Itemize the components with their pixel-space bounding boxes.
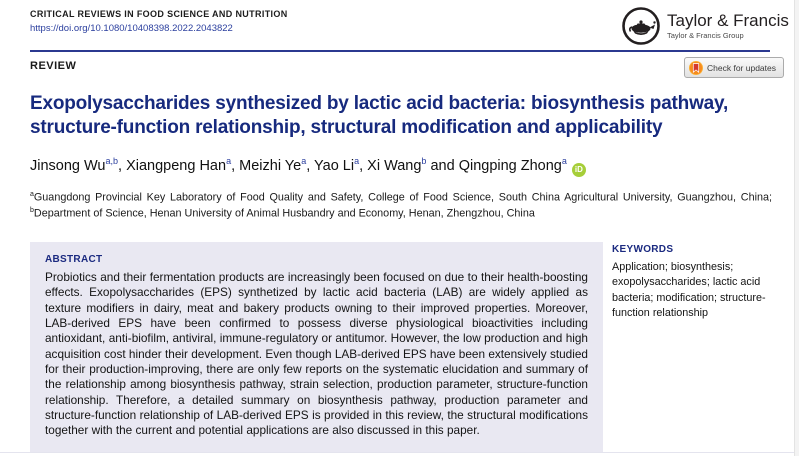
affiliations [30,190,772,222]
check-for-updates-label: Check for updates [707,62,776,73]
author: Meizhi Ye$^a$, [239,156,315,174]
author: Yao Li$^a$, [314,156,368,174]
article-type-label: REVIEW [30,60,77,72]
keywords-text: Application; biosynthesis; exopolysaccharides; lactic acid bacteria; modification; structure-function relationship [612,261,766,319]
author-affil-sup: a [301,156,307,166]
abstract-text: Probiotics and their fermentation products are increasingly been focused on due to their health-boosting effects. Exopolysaccharides (EPS) synthetized by lactic acid bacteria (LAB) are widely applied as texture modifiers in dairy, meat and bakery products owning to their improved properties. Moreover, LAB-derived EPS have been confirmed to possess diverse physiological bioactivities including antioxidant, anti-biofilm, antiviral, immune-regulatory or antitumor. However, the low production and high acquisition cost hinder their development. Even though LAB-derived EPS have been extensively studied for their production-improving, there are only few reports on the systematic elucidation and summary of the relationship among biosynthesis pathway, strain selection, production parameter, structure-function relationship. Therefore, a detailed summary on biosynthesis pathway, production parameter and structure-function relationship of LAB-derived EPS is provided in this review, the structural modifications together with the current and potential applications are also discussed in this paper. [45,270,588,438]
keywords-section [612,244,784,321]
abstract-heading: ABSTRACT [45,254,103,265]
header-rule [30,50,770,52]
page-bottom-divider [0,452,794,453]
author-affil-sup: a [561,156,567,166]
journal-name: CRITICAL REVIEWS IN FOOD SCIENCE AND NUTRITION [30,9,288,19]
author-affil-sup: b [421,156,427,166]
author: Jinsong Wu$^{a,b}$, [30,156,127,174]
article-title: Exopolysaccharides synthesized by lactic acid bacteria: biosynthesis pathway, structure-function relationship, structural modification and applicability [30,93,729,138]
check-for-updates-button[interactable] [684,57,784,78]
author-list [30,156,790,177]
doi-link[interactable]: https://doi.org/10.1080/10408398.2022.2043822 [30,23,233,34]
author-affil-sup: a [226,156,232,166]
author-affil-sup: a [354,156,360,166]
lamp-icon [621,6,661,46]
affiliation: Department of Science, Henan University of Animal Husbandry and Economy, Henan, Zhengzhou, China [33,207,535,220]
keywords-heading: KEYWORDS [612,244,674,255]
orcid-icon[interactable]: iD [572,163,586,177]
publisher-name: Taylor & Francis [667,11,789,30]
publisher-logo [621,6,789,46]
publisher-group: Taylor & Francis Group [667,31,744,40]
scrollbar-track[interactable] [794,0,799,456]
publisher-logo-text [667,12,789,40]
affiliation-sup: b [30,207,34,215]
author-affil-sup: a,b [105,156,119,166]
author: Qingping Zhong$^a$ [458,156,567,174]
author: Xi Wang$^b$ and [367,156,459,174]
affiliation: Guangdong Provincial Key Laboratory of Food Quality and Safety, College of Food Science, South China Agricultural University, Guangzhou, China; [33,191,772,204]
author: Xiangpeng Han$^a$, [126,156,240,174]
crossmark-icon [689,61,703,75]
abstract-section [30,242,603,453]
affiliation-sup: a [30,191,34,198]
